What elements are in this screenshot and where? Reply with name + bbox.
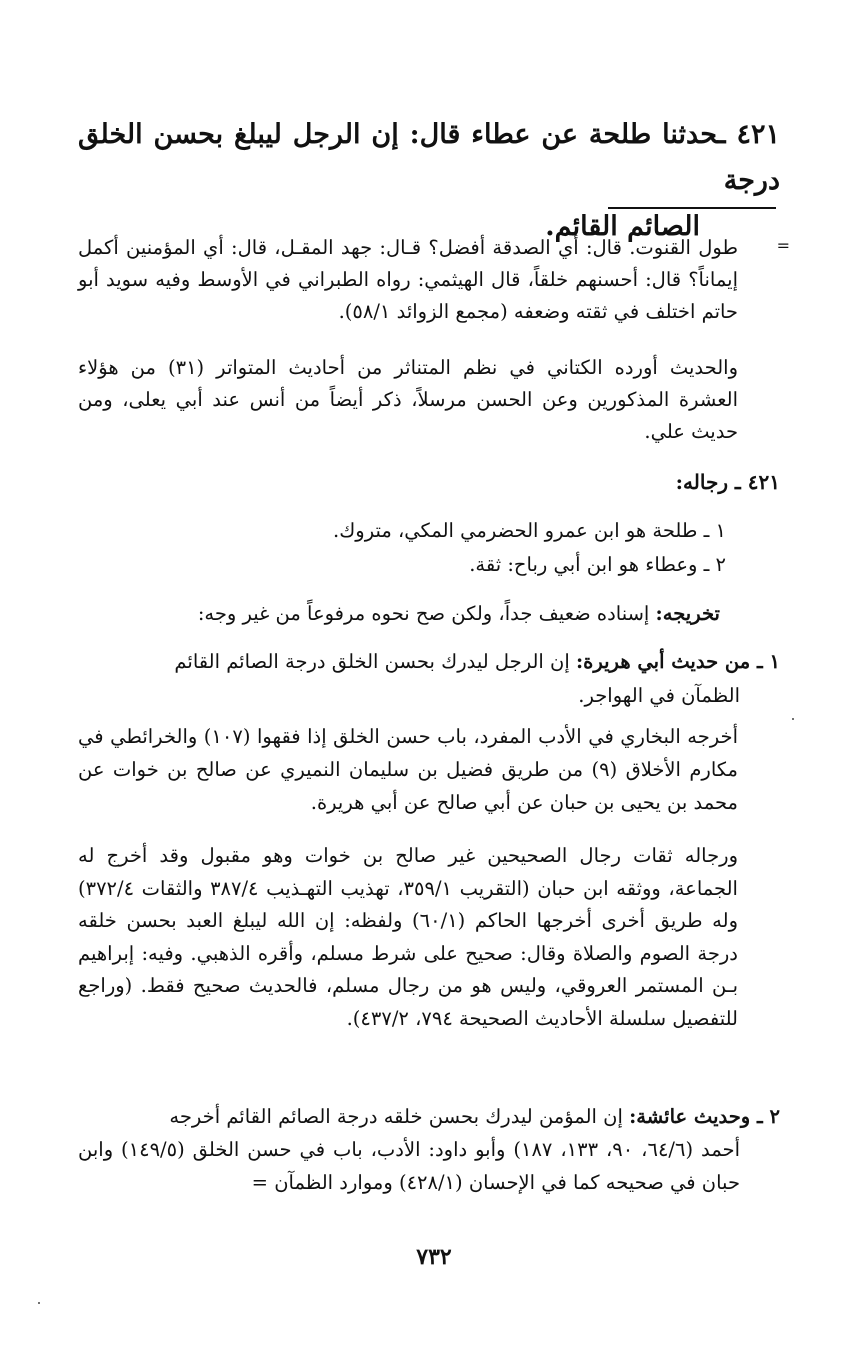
item-1-label: ١ ـ من حديث أبي هريرة:	[575, 650, 780, 673]
item-2-text: إن المؤمن ليدرك بحسن خلقه درجة الصائم القائم أخرجه	[169, 1105, 630, 1128]
hadith-line-1: حدثنا طلحة عن عطاء قال: إن الرجل ليبلغ بحسن الخلق درجة	[78, 119, 780, 196]
rijal-list	[300, 514, 726, 582]
footnote-separator	[608, 207, 776, 209]
footnote-paragraph-2: والحديث أورده الكتاني في نظم المتناثر من أحاديث المتواتر (٣١) من هؤلاء العشرة المذكورين وعن الحسن مرسلاً، ذكر أيضاً من أنس عند أبي يعلى، ومن حديث علي.	[78, 356, 738, 443]
paragraph-rijal-analysis: ورجاله ثقات رجال الصحيحين غير صالح بن خوات وهو مقبول وقد أخرج له الجماعة، ووثقه ابن حبان (التقريب ٣٥٩/١، تهذيب التهـذيب ٣٨٧/٤ والثقات ٣٧٢/٤) وله طريق أخرى أخرجها الحاكم (٦٠/١) ولفظه: إن الله ليبلغ العبد بحسن خلقه درجة الصوم والصلاة وقال: صحيح على شرط مسلم، وأقره الذهبي. وفيه: إبراهيم بـن المستمر العروقي، وليس هو من رجال مسلم، فالحديث صحيح فقط. (وراجع للتفصيل سلسلة الأحاديث الصحيحة ٧٩٤، ٤٣٧/٢).	[78, 844, 738, 1030]
takhrij-text: إسناده ضعيف جداً، ولكن صح نحوه مرفوعاً من غير وجه:	[197, 602, 656, 625]
takhrij-line	[100, 598, 720, 630]
item-1-text: إن الرجل ليدرك بحسن الخلق درجة الصائم القائم	[174, 650, 576, 673]
item-2-label: ٢ ـ وحديث عائشة:	[629, 1105, 780, 1128]
takhrij-label: تخريجه:	[655, 602, 720, 625]
rijal-heading: ٤٢١ ـ رجاله:	[675, 470, 780, 494]
scan-speck	[38, 1302, 40, 1304]
list-item: ١ ـ طلحة هو ابن عمرو الحضرمي المكي، متروك.	[333, 519, 726, 542]
hadith-text	[78, 112, 780, 250]
page-number: ٧٣٢	[416, 1244, 452, 1270]
hadith-number: ٤٢١ ـ	[717, 119, 781, 150]
footnote-paragraph-1: طول القنوت. قال: أي الصدقة أفضل؟ قـال: جهد المقـل، قال: أي المؤمنين أكمل إيماناً؟ قال: أحسنهم خلقاً، قال الهيثمي: رواه الطبراني في الأوسط وفيه سويد أبو حاتم اختلف في ثقته وضعفه (مجمع الزوائد ٥٨/١).	[78, 236, 738, 323]
item-1-line-2: الظمآن في الهواجر.	[578, 684, 740, 707]
item-2-line-2: أحمد (٦٤/٦، ٩٠، ١٣٣، ١٨٧) وأبو داود: الأدب، باب في حسن الخلق (١٤٩/٥) وابن حبان في صحيحه كما في الإحسان (٤٢٨/١) وموارد الظمآن =	[78, 1138, 740, 1194]
list-item: ٢ ـ وعطاء هو ابن أبي رباح: ثقة.	[469, 553, 726, 576]
footnote-continuation-mark: =	[776, 236, 790, 255]
paragraph-bukhari: أخرجه البخاري في الأدب المفرد، باب حسن الخلق إذا فقهوا (١٠٧) والخرائطي في مكارم الأخلاق (٩) من طريق فضيل بن سليمان النميري عن صالح بن خوات عن محمد بن يحيى بن حبان عن أبي صالح عن أبي هريرة.	[78, 725, 738, 814]
takhrij-item-1	[78, 645, 780, 713]
takhrij-item-2	[78, 1100, 780, 1199]
hadith-line-2: الصائم القائم.	[545, 211, 700, 242]
scan-speck	[792, 718, 794, 720]
